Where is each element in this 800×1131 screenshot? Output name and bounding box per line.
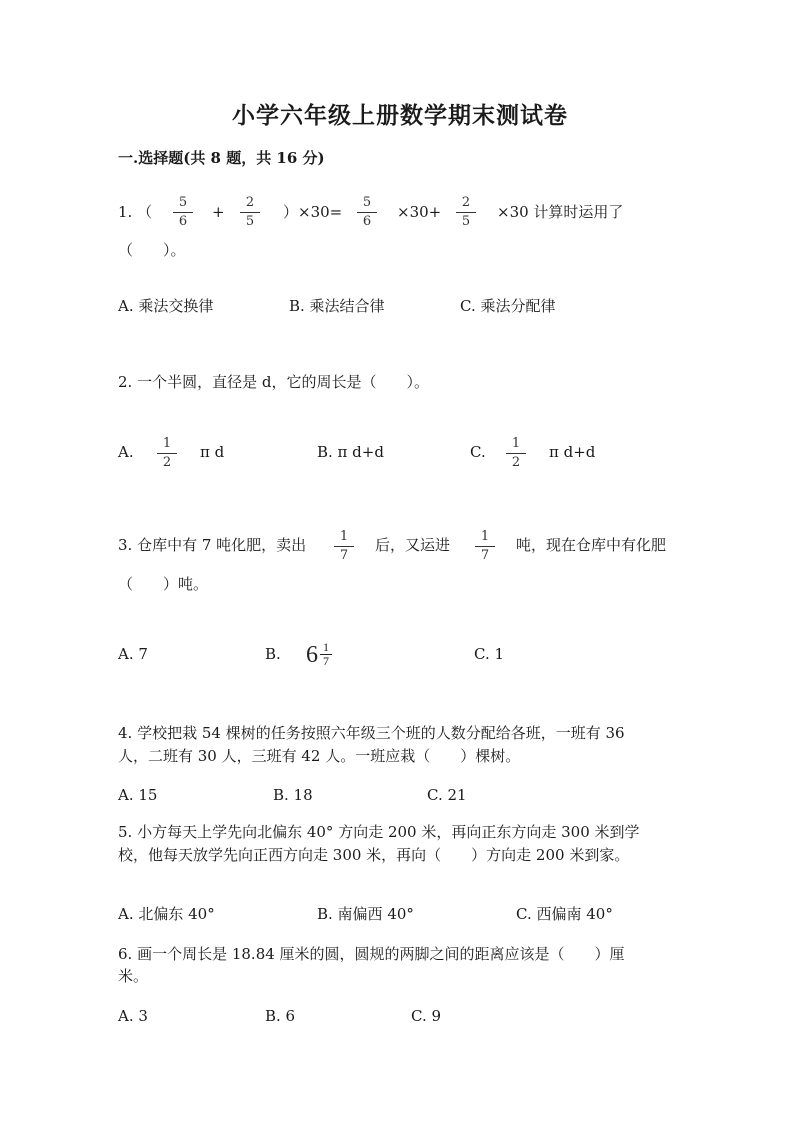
q5-option-c: C. 西偏南 40° xyxy=(516,905,613,923)
q3-suffix: 吨，现在仓库中有化肥 xyxy=(516,536,667,554)
q3-option-c: C. 1 xyxy=(474,645,505,663)
q2-option-a-fraction-den: 2 xyxy=(162,455,172,470)
q1-prefix: 1. （ xyxy=(118,203,153,221)
section-heading: 一.选择题(共 8 题，共 16 分) xyxy=(118,149,325,167)
q5-option-b: B. 南偏西 40° xyxy=(317,905,414,923)
q4-line1: 4. 学校把栽 54 棵树的任务按照六年级三个班的人数分配给各班，一班有 36 xyxy=(118,724,625,742)
q1-option-a: A. 乘法交换律 xyxy=(118,297,214,315)
q2-option-c-fraction xyxy=(506,437,526,470)
q1-option-c: C. 乘法分配律 xyxy=(460,297,556,315)
q6-option-a: A. 3 xyxy=(118,1007,148,1025)
q3-mid: 后，又运进 xyxy=(375,536,451,554)
q1-fraction-d-den: 5 xyxy=(461,214,471,229)
q3-fraction-sold xyxy=(334,530,354,563)
q1-fraction-d-num: 2 xyxy=(456,196,476,213)
q2-option-a-fraction xyxy=(157,437,177,470)
q1-fraction-a-den: 6 xyxy=(178,214,188,229)
q2-option-c-label: C. xyxy=(470,443,486,461)
q1-plus: + xyxy=(212,203,225,221)
q6-option-c: C. 9 xyxy=(411,1007,442,1025)
q4-option-b: B. 18 xyxy=(273,786,313,804)
q3-prefix: 3. 仓库中有 7 吨化肥，卖出 xyxy=(118,536,307,554)
q3-fraction-added-num: 1 xyxy=(475,530,495,547)
q1-fraction-a xyxy=(173,196,193,229)
q5-option-a: A. 北偏东 40° xyxy=(118,905,215,923)
q2-option-a-fraction-num: 1 xyxy=(157,437,177,454)
q5-line2: 校，他每天放学先向正西方向走 300 米，再向（ ）方向走 200 米到家。 xyxy=(118,846,630,864)
page-title: 小学六年级上册数学期末测试卷 xyxy=(232,102,568,129)
q3-option-b-whole: 6 xyxy=(306,642,318,668)
q1-option-b: B. 乘法结合律 xyxy=(289,297,385,315)
q2-option-c-fraction-den: 2 xyxy=(511,455,521,470)
q1-fraction-d xyxy=(456,196,476,229)
q1-fraction-c xyxy=(357,196,377,229)
q1-fraction-c-den: 6 xyxy=(362,214,372,229)
q3-line2: （ ）吨。 xyxy=(118,575,209,593)
q4-option-a: A. 15 xyxy=(118,786,158,804)
q4-line2: 人，二班有 30 人，三班有 42 人。一班应栽（ ）棵树。 xyxy=(118,747,521,765)
q3-option-b-fraction-num: 1 xyxy=(320,641,332,655)
q4-option-c: C. 21 xyxy=(427,786,467,804)
q1-fraction-b xyxy=(240,196,260,229)
q3-fraction-sold-num: 1 xyxy=(334,530,354,547)
q5-line1: 5. 小方每天上学先向北偏东 40° 方向走 200 米，再向正东方向走 300 米到学 xyxy=(118,823,640,841)
q6-line2: 米。 xyxy=(118,967,149,985)
q2-text: 2. 一个半圆，直径是 d，它的周长是（ ）。 xyxy=(118,373,429,391)
q2-option-c-tail: π d+d xyxy=(549,443,596,461)
q3-fraction-added-den: 7 xyxy=(480,548,490,563)
q1-line2: （ ）。 xyxy=(118,241,186,259)
q3-fraction-added xyxy=(475,530,495,563)
q1-mid: ）×30= xyxy=(283,203,343,221)
q3-fraction-sold-den: 7 xyxy=(339,548,349,563)
q6-line1: 6. 画一个周长是 18.84 厘米的圆，圆规的两脚之间的距离应该是（ ）厘 xyxy=(118,945,625,963)
q2-option-c-fraction-num: 1 xyxy=(506,437,526,454)
q1-fraction-b-den: 5 xyxy=(245,214,255,229)
q3-option-a: A. 7 xyxy=(118,645,148,663)
q1-fraction-c-num: 5 xyxy=(357,196,377,213)
q3-option-b-label: B. xyxy=(265,645,281,663)
q1-suffix: ×30 计算时运用了 xyxy=(497,203,624,221)
q1-times-plus: ×30+ xyxy=(397,203,442,221)
q2-option-a-tail: π d xyxy=(200,443,225,461)
q2-option-a-label: A. xyxy=(118,443,134,461)
q3-option-b-fraction-den: 7 xyxy=(323,654,329,668)
q3-option-b-fraction xyxy=(320,641,332,668)
q6-option-b: B. 6 xyxy=(265,1007,296,1025)
q2-option-b: B. π d+d xyxy=(317,443,384,461)
q1-fraction-b-num: 2 xyxy=(240,196,260,213)
q1-fraction-a-num: 5 xyxy=(173,196,193,213)
